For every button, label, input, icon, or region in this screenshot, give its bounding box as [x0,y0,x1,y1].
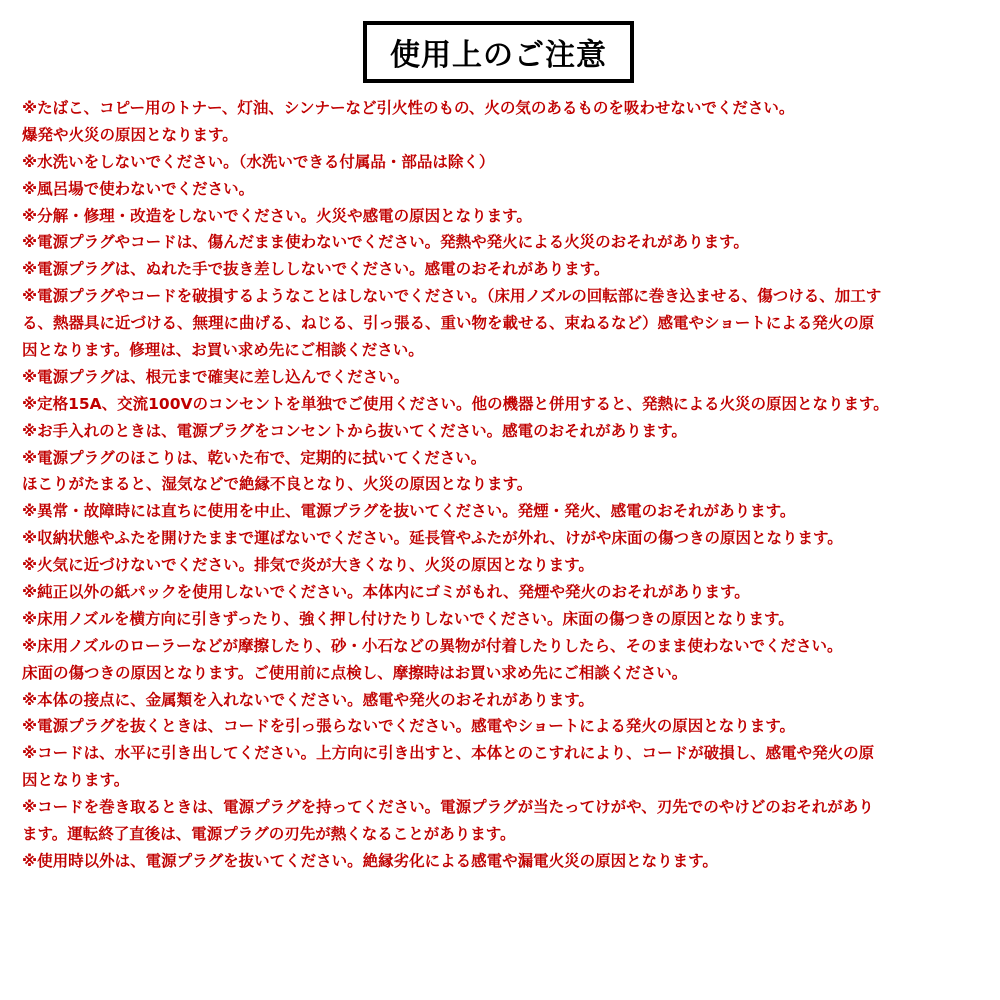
caution-line: ※お手入れのときは、電源プラグをコンセントから抜いてください。感電のおそれがあります。 [22,421,687,440]
caution-line: ※床用ノズルを横方向に引きずったり、強く押し付けたりしないでください。床面の傷つきの原因となります。 [22,609,794,628]
caution-line: ※電源プラグは、ぬれた手で抜き差ししないでください。感電のおそれがあります。 [22,260,610,279]
caution-list [22,95,982,875]
caution-line: ※コードは、水平に引き出してください。上方向に引き出すと、本体とのこすれにより、コードが破損し、感電や発火の原 [22,744,875,763]
caution-line: ※水洗いをしないでください。（水洗いできる付属品・部品は除く） [22,152,495,171]
caution-line: 爆発や火災の原因となります。 [22,125,238,144]
caution-line: 因となります。 [22,771,130,790]
caution-line: ※たばこ、コピー用のトナー、灯油、シンナーなど引火性のもの、火の気のあるものを吸わせないでください。 [22,99,795,117]
caution-line: ※電源プラグやコードは、傷んだまま使わないでください。発熱や発火による火災のおそれがあります。 [22,233,749,252]
caution-line: ※使用時以外は、電源プラグを抜いてください。絶縁劣化による感電や漏電火災の原因となります。 [22,851,718,870]
caution-line: ます。運転終了直後は、電源プラグの刃先が熱くなることがあります。 [22,825,516,844]
caution-line: ※収納状態やふたを開けたままで運ばないでください。延長管やふたが外れ、けがや床面の傷つきの原因となります。 [22,529,843,548]
caution-line: る、熱器具に近づける、無理に曲げる、ねじる、引っ張る、重い物を載せる、束ねるなど）感電やショートによる発火の原 [22,314,875,333]
caution-line: ※風呂場で使わないでください。 [22,179,255,198]
caution-line: ※コードを巻き取るときは、電源プラグを持ってください。電源プラグが当たってけがや、刃先でのやけどのおそれがあり [22,798,874,817]
caution-line: ※分解・修理・改造をしないでください。火災や感電の原因となります。 [22,206,532,225]
caution-line: ※床用ノズルのローラーなどが摩擦したり、砂・小石などの異物が付着したりしたら、そのまま使わないでください。 [22,636,843,655]
caution-line: 床面の傷つきの原因となります。ご使用前に点検し、摩擦時はお買い求め先にご相談ください。 [22,663,688,682]
title-box [363,21,634,83]
caution-line: ※定格15A、交流100Vのコンセントを単独でご使用ください。他の機器と併用すると、発熱による火災の原因となります。 [22,394,889,413]
caution-line: ※火気に近づけないでください。排気で炎が大きくなり、火災の原因となります。 [22,556,594,575]
caution-line: ほこりがたまると、湿気などで絶縁不良となり、火災の原因となります。 [22,475,533,494]
caution-line: ※電源プラグは、根元まで確実に差し込んでください。 [22,367,410,386]
caution-line: ※電源プラグを抜くときは、コードを引っ張らないでください。感電やショートによる発火の原因となります。 [22,717,796,736]
caution-line: ※純正以外の紙パックを使用しないでください。本体内にゴミがもれ、発煙や発火のおそれがあります。 [22,583,750,602]
caution-line: ※電源プラグやコードを破損するようなことはしないでください。（床用ノズルの回転部に巻き込ませる、傷つける、加工す [22,287,882,306]
caution-line: 因となります。修理は、お買い求め先にご相談ください。 [22,341,424,360]
caution-line: ※異常・故障時には直ちに使用を中止、電源プラグを抜いてください。発煙・発火、感電のおそれがあります。 [22,502,796,521]
page-title: 使用上のご注意 [390,38,607,73]
caution-line: ※本体の接点に、金属類を入れないでください。感電や発火のおそれがあります。 [22,690,594,709]
caution-line: ※電源プラグのほこりは、乾いた布で、定期的に拭いてください。 [22,448,487,467]
